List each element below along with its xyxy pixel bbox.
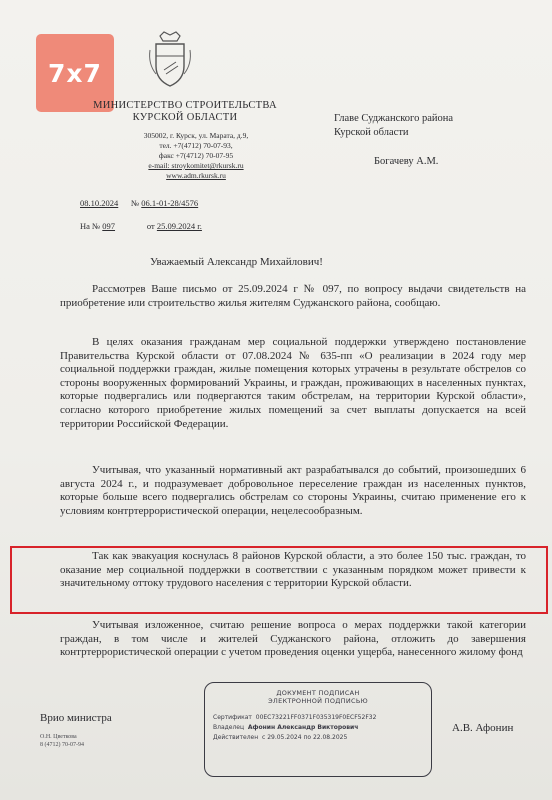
outgoing-date: 08.10.2024 (80, 198, 119, 208)
stamp-validity-value: с 29.05.2024 по 22.08.2025 (261, 734, 348, 741)
stamp-owner-value: Афонин Александр Викторович (247, 724, 359, 731)
addressee-line-1: Главе Суджанского района (334, 113, 454, 124)
reference-date-prefix: от (146, 221, 155, 231)
addressee-block (334, 112, 534, 140)
signer-position: Врио министра (40, 712, 112, 724)
stamp-certificate-value: 00EC73221FF0371F035319F0ECF52F32 (255, 714, 377, 721)
paragraph-3: Учитывая, что указанный нормативный акт разрабатывался до событий, произошедших 6 августа 2024 г., и подразумевает добровольное переселение граждан из населенных пунктов, которые больше всего подвергались обстрелам со стороны Украины, считаю применение его к условиям контртеррористической операции, нецелесообразным. (60, 464, 526, 517)
stamp-owner-label: Владелец (213, 724, 245, 731)
reference-row (80, 221, 202, 231)
addressee-line-2: Курской области (334, 127, 409, 138)
coat-of-arms-icon (146, 30, 194, 90)
stamp-validity-label: Действителен (213, 734, 259, 741)
reference-number: 097 (102, 221, 116, 231)
organization-contacts (116, 131, 276, 181)
executor-info (40, 733, 84, 749)
organization-line-2: КУРСКОЙ ОБЛАСТИ (132, 112, 238, 123)
outgoing-number-prefix: № (131, 198, 140, 208)
electronic-signature-stamp (204, 682, 432, 777)
addressee-name: Богачеву А.М. (374, 156, 439, 167)
organization-phone: тел. +7(4712) 70-07-93, (159, 141, 233, 150)
stamp-certificate (213, 713, 423, 723)
highlight-frame (10, 546, 548, 614)
outgoing-date-row (80, 198, 198, 208)
stamp-owner (213, 723, 423, 733)
outgoing-number: 06.1-01-28/4576 (141, 198, 199, 208)
reference-prefix: На № (80, 221, 101, 231)
paragraph-4-highlighted: Так как эвакуация коснулась 8 районов Курской области, а это более 150 тыс. граждан, то оказание мер социальной поддержки в соответствии с указанным порядком может привести к значительному оттоку трудового населения с территории Курской области. (60, 550, 526, 590)
executor-phone: 8 (4712) 70-07-94 (40, 742, 84, 748)
paragraph-2: В целях оказания гражданам мер социальной поддержки утверждено постановление Правительства Курской области от 07.08.2024 № 635-пп «О реализации в 2024 году мер социальной поддержки граждан, жилые помещения которых утрачены в результате обстрелов со стороны вооруженных формирований Украины, и граждан, проживающих в населенных пунктах, которые подвергались или подвергаются таким обстрелам, на территории Курской области», согласно которого приобретение жилых помещений за счет выплаты допускается на всей территории Российской Федерации. (60, 336, 526, 430)
salutation: Уважаемый Александр Михайлович! (150, 256, 323, 268)
organization-name (90, 100, 280, 124)
organization-fax: факс +7(4712) 70-07-95 (158, 151, 234, 160)
organization-website: www.adm.rkursk.ru (166, 171, 226, 180)
stamp-title-2: ЭЛЕКТРОННОЙ ПОДПИСЬЮ (268, 697, 368, 705)
stamp-validity (213, 733, 423, 743)
organization-address: 305002, г. Курск, ул. Марата, д.9, (143, 131, 249, 140)
organization-email: e-mail: stroykomitet@rkursk.ru (148, 161, 244, 170)
stamp-certificate-label: Сертификат (213, 714, 252, 721)
paragraph-5: Учитывая изложенное, считаю решение вопроса о мерах поддержки такой категории граждан, в том числе и жителей Суджанского района, отложить до завершения контртеррористической операции с учетом проведения оценки ущерба, нанесенного жилому фонд (60, 619, 526, 659)
executor-name: О.Н. Цветкова (40, 734, 77, 740)
reference-date: 25.09.2024 г. (156, 221, 202, 231)
organization-line-1: МИНИСТЕРСТВО СТРОИТЕЛЬСТВА (93, 100, 277, 111)
signer-name: А.В. Афонин (452, 722, 514, 734)
stamp-title-1: ДОКУМЕНТ ПОДПИСАН (276, 689, 360, 697)
logo-text: 7x7 (48, 58, 102, 88)
paragraph-1: Рассмотрев Ваше письмо от 25.09.2024 г № 097, по вопросу выдачи свидетельств на приобретение или строительство жилья жителям Суджанского района, сообщаю. (60, 283, 526, 309)
